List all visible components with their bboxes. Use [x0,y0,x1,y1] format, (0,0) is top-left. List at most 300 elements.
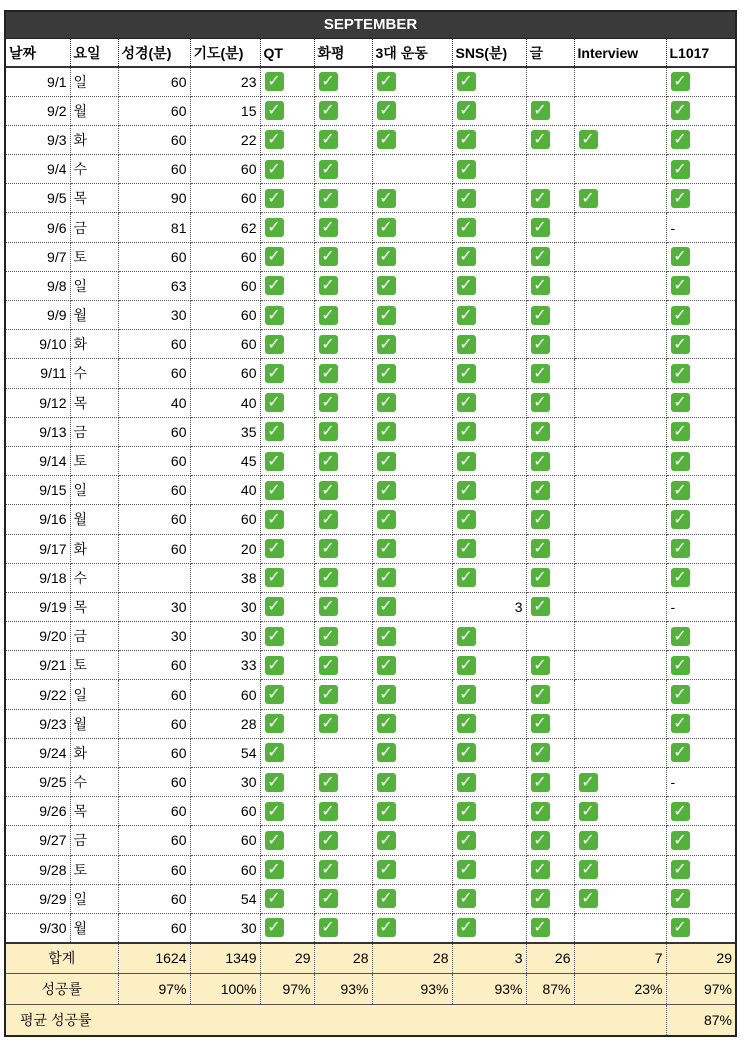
cell-exercise[interactable] [372,797,452,826]
cell-date[interactable]: 9/18 [6,563,70,592]
cell-writing[interactable] [526,913,574,942]
checked-checkbox-icon[interactable]: ✓ [671,481,690,500]
cell-interview[interactable] [574,242,666,271]
cell-weekday[interactable]: 금 [70,213,118,242]
total-writing[interactable]: 26 [526,943,574,974]
checked-checkbox-icon[interactable]: ✓ [531,918,550,937]
checked-checkbox-icon[interactable]: ✓ [457,130,476,149]
cell-prayer-minutes[interactable]: 38 [190,563,260,592]
checked-checkbox-icon[interactable]: ✓ [265,510,284,529]
cell-peace[interactable] [314,184,372,213]
cell-interview[interactable] [574,913,666,942]
cell-qt[interactable] [260,738,314,767]
checked-checkbox-icon[interactable]: ✓ [265,160,284,179]
cell-exercise[interactable] [372,738,452,767]
cell-bible-minutes[interactable]: 60 [118,680,190,709]
header-interview[interactable]: Interview [574,39,666,67]
cell-bible-minutes[interactable]: 60 [118,534,190,563]
cell-interview[interactable] [574,709,666,738]
checked-checkbox-icon[interactable]: ✓ [531,743,550,762]
checked-checkbox-icon[interactable]: ✓ [265,130,284,149]
cell-exercise[interactable] [372,563,452,592]
checked-checkbox-icon[interactable]: ✓ [265,539,284,558]
cell-prayer-minutes[interactable]: 35 [190,417,260,446]
checked-checkbox-icon[interactable]: ✓ [457,802,476,821]
checked-checkbox-icon[interactable]: ✓ [265,247,284,266]
cell-interview[interactable] [574,96,666,125]
cell-qt[interactable] [260,155,314,184]
cell-qt[interactable] [260,330,314,359]
cell-interview[interactable] [574,651,666,680]
cell-weekday[interactable]: 금 [70,826,118,855]
total-qt[interactable]: 29 [260,943,314,974]
cell-qt[interactable] [260,271,314,300]
checked-checkbox-icon[interactable]: ✓ [377,247,396,266]
cell-prayer-minutes[interactable]: 60 [190,855,260,884]
cell-weekday[interactable]: 수 [70,563,118,592]
cell-peace[interactable] [314,271,372,300]
checked-checkbox-icon[interactable]: ✓ [579,889,598,908]
cell-exercise[interactable] [372,709,452,738]
cell-writing[interactable] [526,271,574,300]
checked-checkbox-icon[interactable]: ✓ [319,481,338,500]
cell-peace[interactable] [314,680,372,709]
cell-writing[interactable] [526,301,574,330]
cell-writing[interactable] [526,738,574,767]
cell-writing[interactable] [526,680,574,709]
cell-sns-minutes[interactable] [452,67,526,96]
checked-checkbox-icon[interactable]: ✓ [377,773,396,792]
cell-prayer-minutes[interactable]: 20 [190,534,260,563]
cell-peace[interactable] [314,359,372,388]
cell-interview[interactable] [574,301,666,330]
cell-exercise[interactable] [372,855,452,884]
checked-checkbox-icon[interactable]: ✓ [319,72,338,91]
cell-l1017[interactable] [666,651,735,680]
cell-exercise[interactable] [372,388,452,417]
cell-peace[interactable] [314,534,372,563]
checked-checkbox-icon[interactable]: ✓ [531,218,550,237]
cell-peace[interactable] [314,913,372,942]
checked-checkbox-icon[interactable]: ✓ [671,714,690,733]
cell-sns-minutes[interactable] [452,534,526,563]
checked-checkbox-icon[interactable]: ✓ [319,393,338,412]
checked-checkbox-icon[interactable]: ✓ [265,101,284,120]
cell-qt[interactable] [260,592,314,621]
cell-date[interactable]: 9/17 [6,534,70,563]
cell-l1017[interactable] [666,271,735,300]
cell-prayer-minutes[interactable]: 15 [190,96,260,125]
cell-interview[interactable] [574,797,666,826]
cell-date[interactable]: 9/11 [6,359,70,388]
cell-weekday[interactable]: 목 [70,592,118,621]
cell-l1017[interactable] [666,184,735,213]
cell-weekday[interactable]: 토 [70,651,118,680]
cell-date[interactable]: 9/4 [6,155,70,184]
cell-date[interactable]: 9/12 [6,388,70,417]
checked-checkbox-icon[interactable]: ✓ [579,802,598,821]
cell-sns-minutes[interactable] [452,476,526,505]
checked-checkbox-icon[interactable]: ✓ [671,393,690,412]
checked-checkbox-icon[interactable]: ✓ [319,422,338,441]
cell-prayer-minutes[interactable]: 60 [190,330,260,359]
checked-checkbox-icon[interactable]: ✓ [377,627,396,646]
checked-checkbox-icon[interactable]: ✓ [457,72,476,91]
cell-interview[interactable] [574,592,666,621]
checked-checkbox-icon[interactable]: ✓ [531,189,550,208]
cell-qt[interactable] [260,476,314,505]
cell-sns-minutes[interactable] [452,505,526,534]
cell-date[interactable]: 9/14 [6,446,70,475]
cell-sns-minutes[interactable] [452,359,526,388]
cell-interview[interactable] [574,563,666,592]
cell-exercise[interactable] [372,67,452,96]
cell-date[interactable]: 9/23 [6,709,70,738]
checked-checkbox-icon[interactable]: ✓ [579,831,598,850]
checked-checkbox-icon[interactable]: ✓ [265,393,284,412]
checked-checkbox-icon[interactable]: ✓ [265,714,284,733]
cell-weekday[interactable]: 일 [70,271,118,300]
cell-exercise[interactable] [372,913,452,942]
cell-peace[interactable] [314,417,372,446]
checked-checkbox-icon[interactable]: ✓ [265,276,284,295]
checked-checkbox-icon[interactable]: ✓ [319,831,338,850]
cell-date[interactable]: 9/7 [6,242,70,271]
cell-date[interactable]: 9/26 [6,797,70,826]
cell-writing[interactable] [526,417,574,446]
checked-checkbox-icon[interactable]: ✓ [579,130,598,149]
cell-l1017[interactable] [666,884,735,913]
checked-checkbox-icon[interactable]: ✓ [457,714,476,733]
cell-interview[interactable] [574,359,666,388]
checked-checkbox-icon[interactable]: ✓ [531,597,550,616]
cell-weekday[interactable]: 화 [70,534,118,563]
checked-checkbox-icon[interactable]: ✓ [377,656,396,675]
cell-peace[interactable] [314,96,372,125]
checked-checkbox-icon[interactable]: ✓ [457,335,476,354]
checked-checkbox-icon[interactable]: ✓ [457,656,476,675]
checked-checkbox-icon[interactable]: ✓ [671,72,690,91]
cell-prayer-minutes[interactable]: 33 [190,651,260,680]
rate-peace[interactable]: 93% [314,974,372,1005]
cell-l1017[interactable] [666,96,735,125]
cell-weekday[interactable]: 목 [70,797,118,826]
checked-checkbox-icon[interactable]: ✓ [671,860,690,879]
rate-sns[interactable]: 93% [452,974,526,1005]
checked-checkbox-icon[interactable]: ✓ [377,335,396,354]
cell-qt[interactable] [260,242,314,271]
cell-interview[interactable] [574,476,666,505]
checked-checkbox-icon[interactable]: ✓ [671,189,690,208]
cell-prayer-minutes[interactable]: 60 [190,680,260,709]
cell-prayer-minutes[interactable]: 30 [190,913,260,942]
cell-weekday[interactable]: 월 [70,505,118,534]
cell-prayer-minutes[interactable]: 30 [190,768,260,797]
cell-weekday[interactable]: 금 [70,417,118,446]
cell-bible-minutes[interactable]: 60 [118,913,190,942]
checked-checkbox-icon[interactable]: ✓ [457,743,476,762]
cell-date[interactable]: 9/6 [6,213,70,242]
cell-exercise[interactable] [372,359,452,388]
rate-qt[interactable]: 97% [260,974,314,1005]
checked-checkbox-icon[interactable]: ✓ [457,860,476,879]
checked-checkbox-icon[interactable]: ✓ [531,831,550,850]
cell-peace[interactable] [314,884,372,913]
cell-interview[interactable] [574,271,666,300]
checked-checkbox-icon[interactable]: ✓ [457,247,476,266]
checked-checkbox-icon[interactable]: ✓ [319,714,338,733]
cell-date[interactable]: 9/1 [6,67,70,96]
cell-prayer-minutes[interactable]: 60 [190,505,260,534]
cell-sns-minutes[interactable] [452,622,526,651]
checked-checkbox-icon[interactable]: ✓ [265,802,284,821]
cell-date[interactable]: 9/30 [6,913,70,942]
cell-bible-minutes[interactable]: 60 [118,855,190,884]
cell-l1017[interactable] [666,826,735,855]
cell-qt[interactable] [260,680,314,709]
cell-qt[interactable] [260,301,314,330]
cell-interview[interactable] [574,855,666,884]
cell-sns-minutes[interactable] [452,913,526,942]
cell-weekday[interactable]: 일 [70,476,118,505]
checked-checkbox-icon[interactable]: ✓ [265,452,284,471]
checked-checkbox-icon[interactable]: ✓ [671,889,690,908]
header-sns-minutes[interactable]: SNS(분) [452,39,526,67]
cell-writing[interactable] [526,213,574,242]
header-bible-minutes[interactable]: 성경(분) [118,39,190,67]
cell-bible-minutes[interactable]: 30 [118,622,190,651]
checked-checkbox-icon[interactable]: ✓ [319,510,338,529]
cell-qt[interactable] [260,709,314,738]
checked-checkbox-icon[interactable]: ✓ [377,218,396,237]
checked-checkbox-icon[interactable]: ✓ [671,306,690,325]
cell-l1017[interactable] [666,913,735,942]
checked-checkbox-icon[interactable]: ✓ [671,539,690,558]
checked-checkbox-icon[interactable]: ✓ [531,714,550,733]
cell-writing[interactable] [526,709,574,738]
checked-checkbox-icon[interactable]: ✓ [377,276,396,295]
cell-bible-minutes[interactable]: 60 [118,884,190,913]
cell-l1017[interactable] [666,125,735,154]
cell-prayer-minutes[interactable]: 60 [190,797,260,826]
checked-checkbox-icon[interactable]: ✓ [377,510,396,529]
header-writing[interactable]: 글 [526,39,574,67]
cell-prayer-minutes[interactable]: 60 [190,155,260,184]
checked-checkbox-icon[interactable]: ✓ [265,481,284,500]
cell-peace[interactable] [314,592,372,621]
cell-l1017[interactable] [666,505,735,534]
checked-checkbox-icon[interactable]: ✓ [671,422,690,441]
checked-checkbox-icon[interactable]: ✓ [457,422,476,441]
cell-prayer-minutes[interactable]: 28 [190,709,260,738]
cell-l1017[interactable] [666,446,735,475]
checked-checkbox-icon[interactable]: ✓ [531,130,550,149]
checked-checkbox-icon[interactable]: ✓ [457,918,476,937]
cell-qt[interactable] [260,359,314,388]
checked-checkbox-icon[interactable]: ✓ [457,889,476,908]
checked-checkbox-icon[interactable]: ✓ [319,860,338,879]
cell-weekday[interactable]: 수 [70,359,118,388]
cell-sns-minutes[interactable] [452,738,526,767]
cell-qt[interactable] [260,797,314,826]
cell-writing[interactable] [526,476,574,505]
cell-date[interactable]: 9/19 [6,592,70,621]
cell-l1017[interactable] [666,330,735,359]
cell-prayer-minutes[interactable]: 30 [190,592,260,621]
cell-l1017[interactable] [666,563,735,592]
cell-sns-minutes[interactable] [452,651,526,680]
cell-qt[interactable] [260,184,314,213]
total-bible[interactable]: 1624 [118,943,190,974]
cell-weekday[interactable]: 화 [70,125,118,154]
cell-qt[interactable] [260,563,314,592]
checked-checkbox-icon[interactable]: ✓ [457,627,476,646]
cell-prayer-minutes[interactable]: 60 [190,184,260,213]
checked-checkbox-icon[interactable]: ✓ [671,685,690,704]
cell-sns-minutes[interactable] [452,446,526,475]
cell-exercise[interactable] [372,680,452,709]
cell-peace[interactable] [314,709,372,738]
cell-l1017[interactable]: - [666,592,735,621]
cell-interview[interactable] [574,125,666,154]
cell-bible-minutes[interactable]: 60 [118,155,190,184]
checked-checkbox-icon[interactable]: ✓ [377,539,396,558]
checked-checkbox-icon[interactable]: ✓ [457,452,476,471]
cell-l1017[interactable] [666,476,735,505]
cell-bible-minutes[interactable]: 60 [118,826,190,855]
cell-bible-minutes[interactable]: 60 [118,651,190,680]
checked-checkbox-icon[interactable]: ✓ [319,247,338,266]
cell-weekday[interactable]: 화 [70,738,118,767]
cell-sns-minutes[interactable] [452,271,526,300]
cell-exercise[interactable] [372,826,452,855]
checked-checkbox-icon[interactable]: ✓ [531,247,550,266]
total-sns[interactable]: 3 [452,943,526,974]
cell-date[interactable]: 9/3 [6,125,70,154]
checked-checkbox-icon[interactable]: ✓ [265,335,284,354]
checked-checkbox-icon[interactable]: ✓ [265,860,284,879]
checked-checkbox-icon[interactable]: ✓ [579,189,598,208]
cell-sns-minutes[interactable] [452,797,526,826]
checked-checkbox-icon[interactable]: ✓ [377,393,396,412]
checked-checkbox-icon[interactable]: ✓ [457,276,476,295]
cell-exercise[interactable] [372,768,452,797]
checked-checkbox-icon[interactable]: ✓ [671,627,690,646]
cell-interview[interactable] [574,738,666,767]
cell-peace[interactable] [314,330,372,359]
checked-checkbox-icon[interactable]: ✓ [531,364,550,383]
checked-checkbox-icon[interactable]: ✓ [377,802,396,821]
checked-checkbox-icon[interactable]: ✓ [265,306,284,325]
cell-interview[interactable] [574,826,666,855]
cell-weekday[interactable]: 일 [70,884,118,913]
cell-writing[interactable] [526,184,574,213]
checked-checkbox-icon[interactable]: ✓ [457,189,476,208]
cell-interview[interactable] [574,184,666,213]
cell-peace[interactable] [314,446,372,475]
cell-exercise[interactable] [372,476,452,505]
cell-interview[interactable] [574,534,666,563]
cell-date[interactable]: 9/21 [6,651,70,680]
cell-peace[interactable] [314,476,372,505]
cell-prayer-minutes[interactable]: 62 [190,213,260,242]
cell-sns-minutes[interactable] [452,709,526,738]
cell-exercise[interactable] [372,301,452,330]
cell-prayer-minutes[interactable]: 60 [190,301,260,330]
cell-weekday[interactable]: 금 [70,622,118,651]
cell-sns-minutes[interactable]: 3 [452,592,526,621]
cell-weekday[interactable]: 목 [70,388,118,417]
checked-checkbox-icon[interactable]: ✓ [671,802,690,821]
checked-checkbox-icon[interactable]: ✓ [319,130,338,149]
cell-qt[interactable] [260,826,314,855]
cell-prayer-minutes[interactable]: 40 [190,476,260,505]
cell-sns-minutes[interactable] [452,884,526,913]
cell-l1017[interactable] [666,155,735,184]
cell-interview[interactable] [574,417,666,446]
checked-checkbox-icon[interactable]: ✓ [319,539,338,558]
checked-checkbox-icon[interactable]: ✓ [319,773,338,792]
checked-checkbox-icon[interactable]: ✓ [265,597,284,616]
checked-checkbox-icon[interactable]: ✓ [531,452,550,471]
checked-checkbox-icon[interactable]: ✓ [319,918,338,937]
cell-peace[interactable] [314,505,372,534]
rate-interview[interactable]: 23% [574,974,666,1005]
checked-checkbox-icon[interactable]: ✓ [457,510,476,529]
cell-l1017[interactable] [666,359,735,388]
cell-writing[interactable] [526,797,574,826]
checked-checkbox-icon[interactable]: ✓ [671,364,690,383]
checked-checkbox-icon[interactable]: ✓ [265,72,284,91]
cell-sns-minutes[interactable] [452,680,526,709]
cell-exercise[interactable] [372,505,452,534]
cell-qt[interactable] [260,534,314,563]
cell-writing[interactable] [526,67,574,96]
checked-checkbox-icon[interactable]: ✓ [319,627,338,646]
checked-checkbox-icon[interactable]: ✓ [531,802,550,821]
checked-checkbox-icon[interactable]: ✓ [531,773,550,792]
checked-checkbox-icon[interactable]: ✓ [457,773,476,792]
rate-exercise[interactable]: 93% [372,974,452,1005]
cell-weekday[interactable]: 화 [70,330,118,359]
checked-checkbox-icon[interactable]: ✓ [457,306,476,325]
cell-l1017[interactable] [666,67,735,96]
cell-bible-minutes[interactable]: 60 [118,67,190,96]
cell-weekday[interactable]: 일 [70,680,118,709]
cell-qt[interactable] [260,67,314,96]
cell-peace[interactable] [314,67,372,96]
checked-checkbox-icon[interactable]: ✓ [319,189,338,208]
cell-writing[interactable] [526,330,574,359]
checked-checkbox-icon[interactable]: ✓ [265,422,284,441]
checked-checkbox-icon[interactable]: ✓ [579,773,598,792]
cell-exercise[interactable] [372,446,452,475]
checked-checkbox-icon[interactable]: ✓ [377,568,396,587]
cell-date[interactable]: 9/16 [6,505,70,534]
cell-sns-minutes[interactable] [452,96,526,125]
cell-bible-minutes[interactable]: 60 [118,797,190,826]
checked-checkbox-icon[interactable]: ✓ [579,860,598,879]
cell-peace[interactable] [314,213,372,242]
checked-checkbox-icon[interactable]: ✓ [319,101,338,120]
cell-interview[interactable] [574,505,666,534]
cell-exercise[interactable] [372,651,452,680]
cell-prayer-minutes[interactable]: 54 [190,884,260,913]
cell-writing[interactable] [526,592,574,621]
cell-writing[interactable] [526,125,574,154]
cell-bible-minutes[interactable]: 60 [118,505,190,534]
checked-checkbox-icon[interactable]: ✓ [671,276,690,295]
